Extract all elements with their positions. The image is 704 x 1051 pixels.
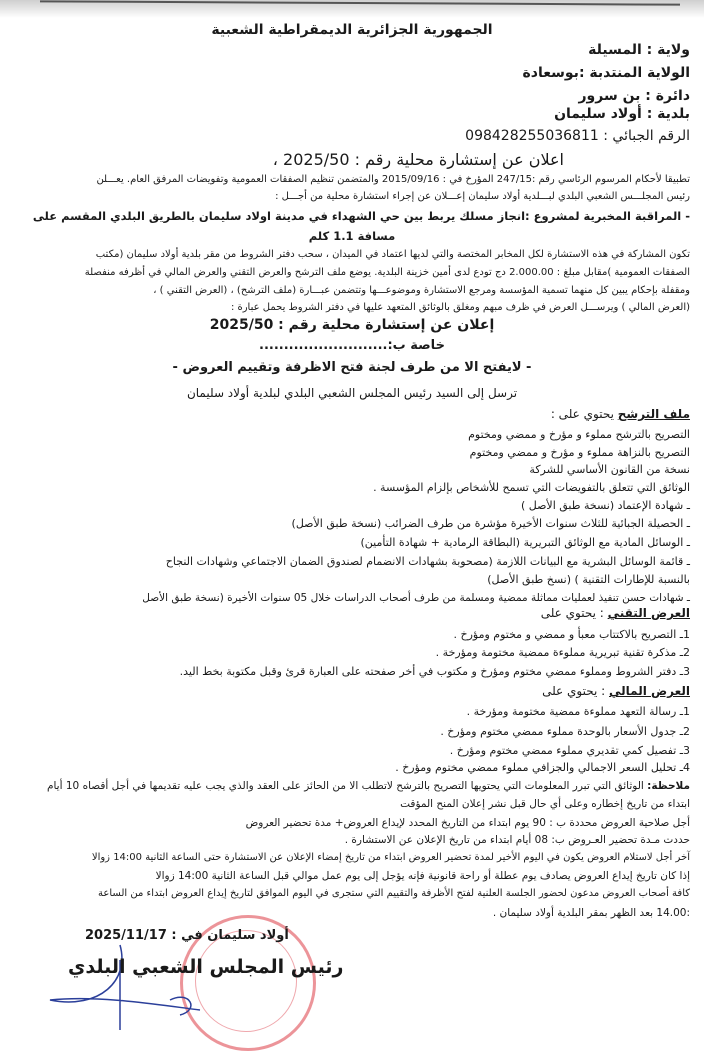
participation-line: تكون المشاركة في هذه الاستشارة لكل المخابر المختصة والتي لديها اعتماد في الميدان ، سحب دفتر الشروط من مقر بلدية أولاد سليمان (مكتب <box>95 249 690 260</box>
participation-line: الصفقات العمومية )مقابل مبلغ : 2.000.00 دج تودع لدى أمين خزينة البلدية. يوضع ملف الترشح والعرض التقني والعرض المالي في أظرفه منفصلة <box>84 267 690 278</box>
note-line: حددت مـدة تحضير العـروض ب: 08 أيام ابتداء من تاريخ الإعلان عن الاستشارة . <box>344 834 690 846</box>
envelope-no-open: - لايفتح الا من طرف لجنة فتح الاظرفة وتقييم العروض - <box>172 360 532 375</box>
financial-item: 1ـ رسالة التعهد مملوءة ممضية مختومة ومؤرخة . <box>466 705 690 718</box>
candidacy-item: ـ شهادة الإعتماد (نسخة طبق الأصل ) <box>520 499 690 512</box>
envelope-special: خاصة ب:.......................... <box>259 338 445 353</box>
technical-heading: العرض التقني <box>607 606 690 620</box>
technical-item: 1ـ التصريح بالاكتتاب معبأ و ممضي و مختوم ومؤرخ . <box>453 628 690 641</box>
announcement-title: اعلان عن إستشارة محلية رقم : 2025/50 ، <box>272 150 564 169</box>
wilaya: ولاية : المسيلة <box>588 42 690 58</box>
financial-item: 3ـ تفصيل كمي تقديري مملوء ممضي مختوم ومؤرخ . <box>449 744 690 757</box>
envelope-title: إعلان عن إستشارة محلية رقم : 2025/50 <box>209 317 495 333</box>
candidacy-item: ـ قائمة الوسائل البشرية مع البيانات اللازمة (مصحوبة بشهادات الانضمام لصندوق الضمان الاجتماعي وشهادات النجاح <box>165 555 690 568</box>
technical-contains: : يحتوي على <box>540 606 604 620</box>
candidacy-contains: يحتوي على : <box>550 407 614 421</box>
financial-item: 4ـ تحليل السعر الاجمالي والجزافي مملوء ممضي مختوم ومؤرخ . <box>395 761 690 774</box>
note-line: :14.00 بعد الظهر بمقر البلدية أولاد سليمان . <box>492 907 690 919</box>
candidacy-item: التصريح بالترشح مملوء و مؤرخ و ممضي ومختوم <box>468 428 690 441</box>
candidacy-heading-row <box>551 406 690 422</box>
candidacy-item: ـ الحصيلة الجبائية للثلاث سنوات الأخيرة مؤشرة من طرف الضرائب (نسخة طبق الأصل) <box>291 517 690 530</box>
note-line: إذا كان تاريخ إيداع العروض يصادف يوم عطلة أو راحة قانونية فإنه يؤجل إلى يوم عمل موالي قبل الساعة الثانية 14:00 زوالا <box>155 870 690 882</box>
candidacy-item: ـ الوسائل المادية مع الوثائق التبريرية (البطاقة الرمادية + شهادة التأمين) <box>360 536 690 549</box>
financial-heading-row <box>542 683 690 699</box>
republic-heading: الجمهورية الجزائرية الديمقراطية الشعبية <box>211 22 493 38</box>
candidacy-item: بالنسبة للإطارات التقنية ) (نسخ طبق الأصل) <box>487 573 690 586</box>
project-distance: مسافة 1.1 كلم <box>308 229 396 243</box>
signature-title: رئيس المجلس الشعبي البلدي <box>68 956 344 978</box>
technical-item: 3ـ دفتر الشروط ومملوء ممضي مختوم ومؤرخ و مكتوب في أخر صفحته على العبارة قرئ وقبل مكتوبة بخط اليد. <box>179 665 690 678</box>
note-line: آخر أجل لاستلام العروض يكون في اليوم الأخير لمدة تحضير العروض ابتداء من تاريخ إمضاء الإعلان عن الاستشارة حتى الساعة الثانية 14:00 زوالا <box>91 852 690 863</box>
candidacy-heading: ملف الترشح <box>617 407 690 421</box>
note-line: كافة أصحاب العروض مدعون لحضور الجلسة العلنية لفتح الأظرفة والتقييم التي ستجرى في اليوم الموافق لتاريخ إيداع العروض ابتداء من الساعة <box>98 888 690 899</box>
handwritten-signature <box>40 940 220 1030</box>
tax-number: الرقم الجبائي : 098428255036811 <box>465 128 690 144</box>
note-line: أجل صلاحية العروض محددة ب : 90 يوم ابتداء من التاريخ المحدد لإيداع العروض+ مدة تحضير العروض <box>245 817 690 829</box>
intro-line: رئيس المجلـــس الشعبي البلدي لبـــلدية أولاد سليمان إعـــلان عن إجراء استشارة محلية من أجـــل : <box>275 191 690 202</box>
candidacy-item: التصريح بالنزاهة مملوء و مؤرخ و ممضي ومختوم <box>469 446 690 459</box>
intro-line: تطبيقا لأحكام المرسوم الرئاسي رقم :247/15 المؤرخ في : 2015/09/16 والمتضمن تنظيم الصفقات العمومية وتفويضات المرفق العام. يعـــلن <box>96 174 690 185</box>
financial-item: 2ـ جدول الأسعار بالوحدة مملوء ممضي مختوم ومؤرخ . <box>440 725 690 738</box>
candidacy-item: نسخة من القانون الأساسي للشركة <box>529 463 690 476</box>
note-text: الوثائق التي تبرر المعلومات التي يحتويها التصريح بالترشح لاتطلب الا من الحائز على العقد والذي يجب عليه تقديمها في أجل أقصاه 10 أيام <box>46 780 648 792</box>
delegated-wilaya: الولاية المنتدبة :بوسعادة <box>522 65 690 81</box>
technical-heading-row <box>541 605 690 621</box>
financial-contains: : يحتوي على <box>542 684 606 698</box>
commune: بلدية : أولاد سليمان <box>554 106 690 122</box>
signature-place-date: أولاد سليمان في : 2025/11/17 <box>85 928 289 943</box>
financial-heading: العرض المالي <box>609 684 690 698</box>
participation-line: ومقفلة بإحكام يبين كل منهما تسمية المؤسسة ومرجع الاستشارة وموضوعـــها وتتضمن عبـــارة (ملف الترشح) ، (العرض التقني ) ، <box>153 285 690 296</box>
project-line: - المراقبة المخبرية لمشروع :انجاز مسلك يربط بين حي الشهداء في مدينة اولاد سليمان بالطريق البلدي المقسم على <box>32 209 690 223</box>
note-line: ابتداء من تاريخ إخطاره وعلى أي حال قبل نشر إعلان المنح المؤقت <box>400 798 690 810</box>
daira: دائرة : بن سرور <box>578 88 690 104</box>
candidacy-item: الوثائق التي تتعلق بالتفويضات التي تسمح للأشخاص بإلزام المؤسسة . <box>373 481 690 494</box>
envelope-send-to: ترسل إلى السيد رئيس المجلس الشعبي البلدي لبلدية أولاد سليمان <box>186 386 518 400</box>
note-line <box>47 778 690 794</box>
candidacy-item: ـ شهادات حسن تنفيذ لعمليات مماثلة ممضية ومسلمة من طرف أصحاب الدراسات خلال 05 سنوات الأخيرة (نسخة طبق الأصل <box>142 592 690 604</box>
participation-line: (العرض المالي ) ويرســـل العرض في ظرف مبهم ومغلق بالوثائق المتعهد عليها في دفتر الشروط يحمل عبارة : <box>230 302 690 313</box>
note-label: ملاحظة: <box>647 780 690 792</box>
technical-item: 2ـ مذكرة تقنية تبريرية مملوءة ممضية مختومة ومؤرخة . <box>435 646 690 659</box>
